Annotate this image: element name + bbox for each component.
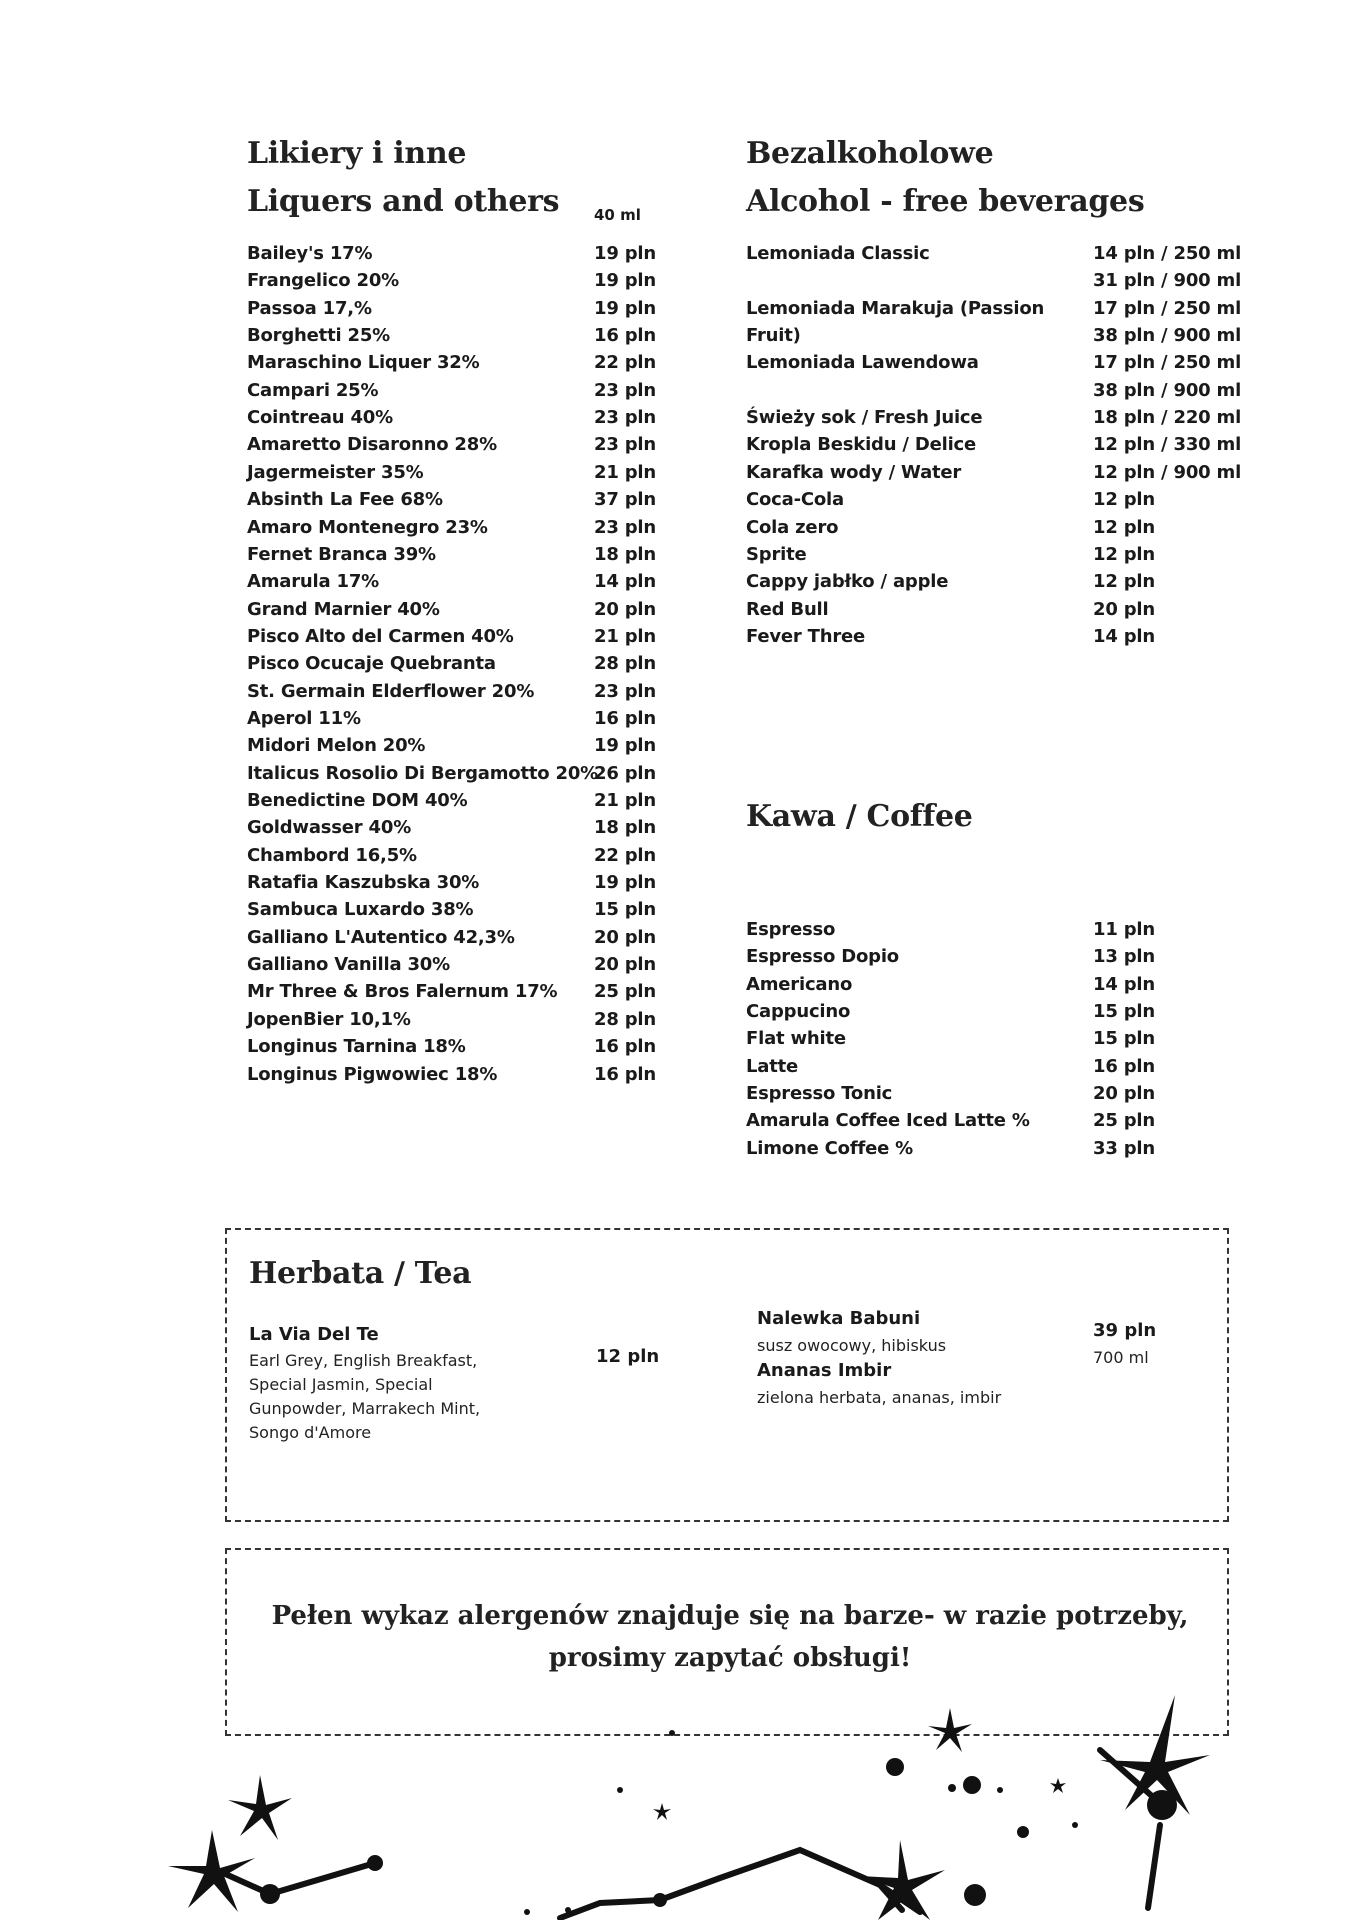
liquer-row [247,431,764,458]
item-name: Pisco Ocucaje Quebranta [247,653,496,675]
beverage-row [746,322,1263,349]
item-price: 19 pln [594,735,656,757]
item-name: Midori Melon 20% [247,735,426,757]
item-name: Jagermeister 35% [247,461,424,483]
item-name: Amarula Coffee Iced Latte % [746,1110,1030,1132]
item-name: Frangelico 20% [247,270,400,292]
item-price: 11 pln [1093,919,1155,940]
beverage-row [746,295,1263,322]
nalewka-price: 39 pln [1093,1320,1157,1341]
item-name: Espresso Tonic [746,1083,893,1105]
item-price: 21 pln [594,461,656,483]
liquer-row [247,459,764,486]
item-price: 15 pln [1093,1028,1155,1050]
coffee-row [746,943,1263,970]
beverage-row [746,596,1263,623]
item-price: 14 pln [594,571,656,593]
item-name: Fernet Branca 39% [247,543,436,565]
item-price: 12 pln [1093,516,1155,538]
item-name: Cola zero [746,516,839,538]
item-price: 15 pln [1093,1001,1155,1023]
item-price: 12 pln [1093,571,1155,593]
item-price: 12 pln / 330 ml [1093,434,1242,456]
beverage-row [746,267,1263,294]
soft-title-en: Alcohol - free beverages [746,184,1145,219]
liquer-row [247,1006,764,1033]
item-price: 23 pln [594,680,656,702]
liquer-row [247,568,764,595]
item-name: Campari 25% [247,379,379,401]
liquer-row [247,596,764,623]
beverage-row [746,349,1263,376]
item-name: Lemoniada Marakuja (Passion [746,297,1045,319]
item-price: 20 pln [1093,598,1155,620]
item-price: 12 pln [1093,489,1155,511]
item-price: 16 pln [594,1063,656,1085]
liquer-row [247,678,764,705]
beverage-row [746,486,1263,513]
coffee-row [746,1025,1263,1052]
item-name: Sprite [746,543,807,565]
nalewka-volume: 700 ml [1093,1348,1149,1367]
item-name: Maraschino Liquer 32% [247,352,480,374]
item-name: Mr Three & Bros Falernum 17% [247,981,558,1003]
beverage-row [746,377,1263,404]
liquer-row [247,1061,764,1088]
item-price: 14 pln [1093,973,1155,995]
liquer-row [247,924,764,951]
item-price: 20 pln [594,598,656,620]
allergen-notice: Pełen wykaz alergenów znajduje się na barze- w razie potrzeby, prosimy zapytać obsługi! [271,1601,1189,1673]
liquer-row [247,732,764,759]
liquer-row [247,514,764,541]
item-name: Galliano Vanilla 30% [247,954,450,976]
item-name: Ratafia Kaszubska 30% [247,872,480,894]
item-price: 16 pln [594,707,656,729]
liquer-row [247,240,764,267]
tea-item-price: 12 pln [596,1346,660,1367]
item-price: 28 pln [594,653,656,675]
coffee-row [746,971,1263,998]
item-name: Lemoniada Lawendowa [746,352,979,374]
liquer-row [247,486,764,513]
item-name: Świeży sok / Fresh Juice [746,407,983,429]
item-price: 14 pln [1093,625,1155,647]
tea-title: Herbata / Tea [249,1256,472,1291]
coffee-row [746,1135,1263,1162]
liquers-title-en: Liquers and others [247,184,560,219]
item-name: Cappy jabłko / apple [746,571,949,593]
item-price: 26 pln [594,762,656,784]
item-price: 14 pln / 250 ml [1093,243,1242,264]
item-name: Kropla Beskidu / Delice [746,434,977,456]
item-name: Absinth La Fee 68% [247,489,443,511]
item-price: 19 pln [594,872,656,894]
item-price: 23 pln [594,379,656,401]
liquer-row [247,322,764,349]
coffee-row [746,1053,1263,1080]
item-name: Amaro Montenegro 23% [247,516,488,538]
item-price: 19 pln [594,243,656,264]
item-name: Bailey's 17% [247,243,373,264]
item-name: Americano [746,973,853,995]
item-name: Italicus Rosolio Di Bergamotto 20% [247,762,598,784]
beverage-row [746,431,1263,458]
item-price: 22 pln [594,352,656,374]
item-price: 38 pln / 900 ml [1093,325,1242,347]
item-price: 21 pln [594,790,656,811]
item-price: 20 pln [594,926,656,948]
item-price: 21 pln [594,625,656,647]
coffee-title: Kawa / Coffee [746,799,973,834]
item-price: 33 pln [1093,1137,1155,1159]
soft-title-pl: Bezalkoholowe [746,136,994,171]
beverage-row [746,404,1263,431]
beverage-row [746,459,1263,486]
item-price: 18 pln [594,543,656,565]
item-price: 23 pln [594,434,656,456]
liquer-row [247,349,764,376]
item-price: 12 pln / 900 ml [1093,461,1242,483]
item-name: Longinus Pigwowiec 18% [247,1063,498,1085]
liquer-row [247,787,764,814]
item-price: 17 pln / 250 ml [1093,352,1242,374]
nalewka-description: susz owocowy, hibiskus [757,1336,947,1355]
item-price: 19 pln [594,297,656,319]
item-name: Limone Coffee % [746,1137,914,1159]
liquer-row [247,842,764,869]
liquer-row [247,377,764,404]
item-name: Amaretto Disaronno 28% [247,434,497,456]
item-price: 28 pln [594,1008,656,1030]
liquer-row [247,869,764,896]
item-name: Espresso [746,919,836,940]
liquer-row [247,541,764,568]
nalewka-name: Nalewka Babuni [757,1308,921,1329]
beverage-row [746,514,1263,541]
item-name: Fever Three [746,625,866,647]
item-price: 18 pln / 220 ml [1093,407,1242,429]
liquers-unit: 40 ml [594,206,641,224]
item-price: 23 pln [594,516,656,538]
item-name: Pisco Alto del Carmen 40% [247,625,514,647]
item-price: 16 pln [594,1036,656,1058]
coffee-row [746,1080,1263,1107]
coffee-row [746,1107,1263,1134]
constellation-decoration [0,1680,1357,1920]
item-name: Lemoniada Classic [746,243,930,264]
item-price: 25 pln [594,981,656,1003]
item-price: 16 pln [594,325,656,347]
ananas-description: zielona herbata, ananas, imbir [757,1388,1002,1407]
item-name: Benedictine DOM 40% [247,790,468,811]
liquer-row [247,760,764,787]
item-price: 37 pln [594,489,656,511]
item-name: Fruit) [746,325,801,347]
beverage-row [746,240,1263,267]
item-price: 18 pln [594,817,656,839]
beverage-row [746,541,1263,568]
item-name: Longinus Tarnina 18% [247,1036,466,1058]
item-price: 22 pln [594,844,656,866]
liquer-row [247,650,764,677]
item-price: 31 pln / 900 ml [1093,270,1242,292]
coffee-row [746,998,1263,1025]
item-name: Latte [746,1055,799,1077]
item-price: 15 pln [594,899,656,921]
item-name: Aperol 11% [247,707,361,729]
item-name: JopenBier 10,1% [247,1008,411,1030]
liquer-row [247,951,764,978]
liquer-row [247,295,764,322]
item-name: Cointreau 40% [247,407,393,429]
item-name: Galliano L'Autentico 42,3% [247,926,515,948]
liquer-row [247,267,764,294]
item-price: 20 pln [1093,1083,1155,1105]
coffee-row [746,916,1263,943]
item-name: Chambord 16,5% [247,844,417,866]
item-name: Amarula 17% [247,571,379,593]
item-name: Red Bull [746,598,829,620]
liquer-row [247,896,764,923]
item-name: Coca-Cola [746,489,844,511]
liquer-row [247,1033,764,1060]
item-price: 25 pln [1093,1110,1155,1132]
liquer-row [247,705,764,732]
item-name: Espresso Dopio [746,946,899,968]
item-name: Karafka wody / Water [746,461,962,483]
tea-item-description: Earl Grey, English Breakfast, Special Jasmin, Special Gunpowder, Marrakech Mint, Songo d'Amore [249,1351,481,1442]
item-name: Goldwasser 40% [247,817,412,839]
liquer-row [247,978,764,1005]
item-price: 20 pln [594,954,656,976]
beverage-row [746,568,1263,595]
item-name: Passoa 17,% [247,297,372,319]
liquer-row [247,404,764,431]
ananas-name: Ananas Imbir [757,1360,892,1381]
tea-item-name: La Via Del Te [249,1324,379,1345]
item-price: 13 pln [1093,946,1155,968]
liquer-row [247,814,764,841]
liquer-row [247,623,764,650]
item-price: 19 pln [594,270,656,292]
liquers-title-pl: Likiery i inne [247,136,467,171]
item-price: 12 pln [1093,543,1155,565]
item-name: Borghetti 25% [247,325,390,347]
item-price: 16 pln [1093,1055,1155,1077]
item-price: 23 pln [594,407,656,429]
item-name: Cappucino [746,1001,851,1023]
item-name: Grand Marnier 40% [247,598,440,620]
item-name: Sambuca Luxardo 38% [247,899,474,921]
item-price: 38 pln / 900 ml [1093,379,1242,401]
item-name: St. Germain Elderflower 20% [247,680,535,702]
item-price: 17 pln / 250 ml [1093,297,1242,319]
beverage-row [746,623,1263,650]
item-name: Flat white [746,1028,846,1050]
